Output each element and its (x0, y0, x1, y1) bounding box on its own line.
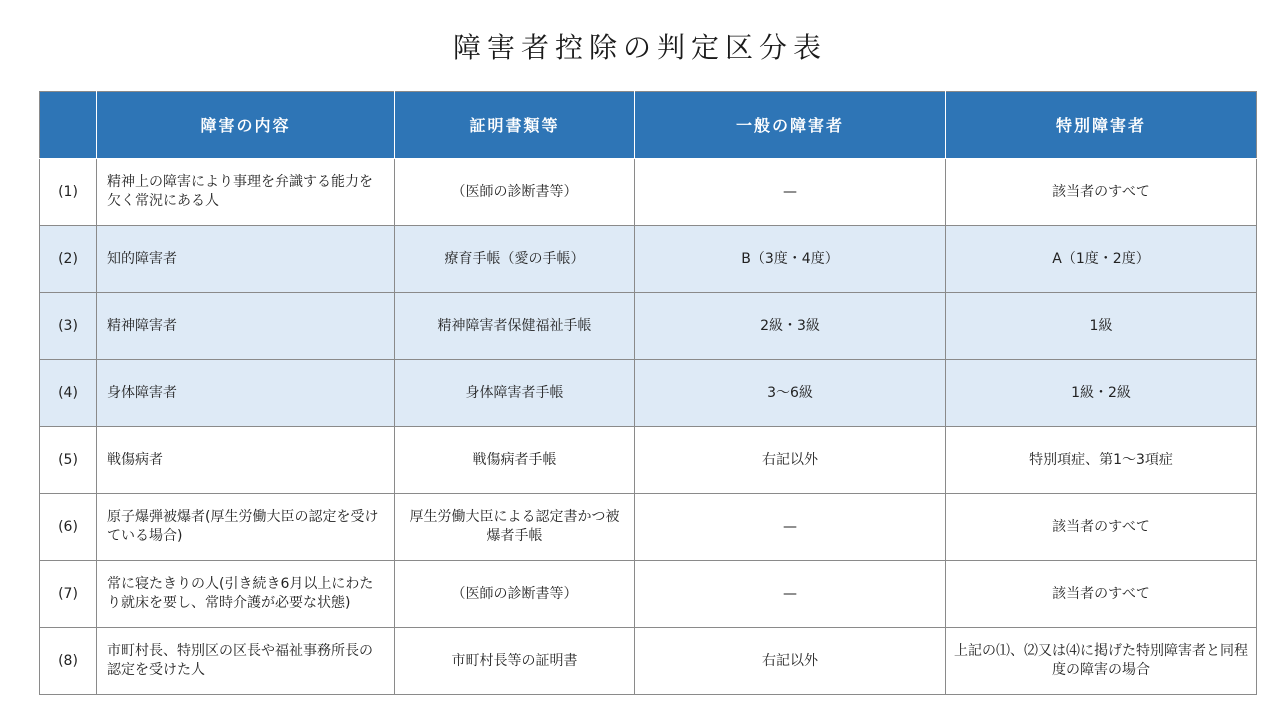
row-documents: （医師の診断書等） (395, 159, 635, 226)
table-row (40, 561, 1257, 628)
table-row (40, 360, 1257, 427)
row-general: B（3度・4度） (635, 226, 946, 293)
row-general: 右記以外 (635, 628, 946, 695)
header-documents: 証明書類等 (395, 92, 635, 159)
row-documents: 精神障害者保健福祉手帳 (395, 293, 635, 360)
row-general: 右記以外 (635, 427, 946, 494)
row-content: 市町村長、特別区の区長や福祉事務所長の認定を受けた人 (97, 628, 395, 695)
row-general: — (635, 159, 946, 226)
table-row (40, 427, 1257, 494)
row-number: (6) (40, 494, 97, 561)
table-row (40, 293, 1257, 360)
row-documents: 厚生労働大臣による認定書かつ被爆者手帳 (395, 494, 635, 561)
row-special: 特別項症、第1～3項症 (946, 427, 1257, 494)
page-title: 障害者控除の判定区分表 (452, 31, 827, 64)
row-special: 該当者のすべて (946, 561, 1257, 628)
row-documents: 市町村長等の証明書 (395, 628, 635, 695)
table-row (40, 159, 1257, 226)
row-special: 該当者のすべて (946, 494, 1257, 561)
table-row (40, 494, 1257, 561)
row-number: (1) (40, 159, 97, 226)
row-general: 2級・3級 (635, 293, 946, 360)
row-content: 原子爆弾被爆者(厚生労働大臣の認定を受けている場合) (97, 494, 395, 561)
row-number: (2) (40, 226, 97, 293)
row-number: (4) (40, 360, 97, 427)
row-special: A（1度・2度） (946, 226, 1257, 293)
table-row (40, 226, 1257, 293)
row-special: 1級 (946, 293, 1257, 360)
row-number: (5) (40, 427, 97, 494)
row-general: 3～6級 (635, 360, 946, 427)
row-content: 知的障害者 (97, 226, 395, 293)
header-special: 特別障害者 (946, 92, 1257, 159)
header-general: 一般の障害者 (635, 92, 946, 159)
row-content: 戦傷病者 (97, 427, 395, 494)
header-number (40, 92, 97, 159)
row-general: — (635, 494, 946, 561)
row-content: 精神障害者 (97, 293, 395, 360)
header-row (40, 92, 1257, 159)
disability-table (39, 91, 1257, 695)
row-documents: （医師の診断書等） (395, 561, 635, 628)
row-content: 常に寝たきりの人(引き続き6月以上にわたり就床を要し、常時介護が必要な状態) (97, 561, 395, 628)
row-special: 1級・2級 (946, 360, 1257, 427)
row-content: 精神上の障害により事理を弁識する能力を欠く常況にある人 (97, 159, 395, 226)
row-number: (7) (40, 561, 97, 628)
row-number: (3) (40, 293, 97, 360)
row-general: — (635, 561, 946, 628)
row-special: 上記の⑴、⑵又は⑷に掲げた特別障害者と同程度の障害の場合 (946, 628, 1257, 695)
row-number: (8) (40, 628, 97, 695)
header-content: 障害の内容 (97, 92, 395, 159)
row-documents: 身体障害者手帳 (395, 360, 635, 427)
row-documents: 戦傷病者手帳 (395, 427, 635, 494)
row-special: 該当者のすべて (946, 159, 1257, 226)
row-content: 身体障害者 (97, 360, 395, 427)
row-documents: 療育手帳（愛の手帳） (395, 226, 635, 293)
table-row (40, 628, 1257, 695)
